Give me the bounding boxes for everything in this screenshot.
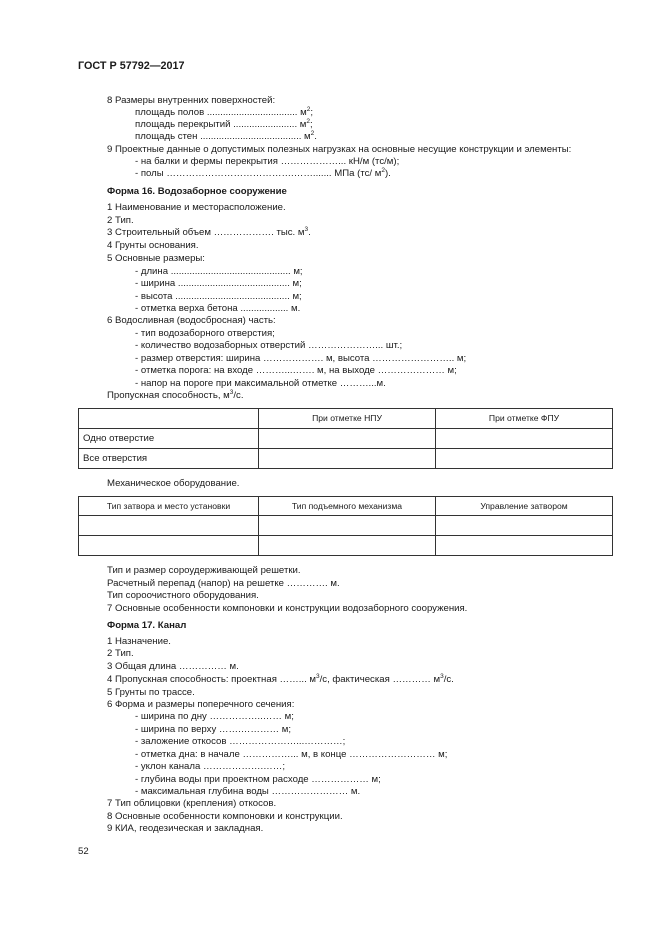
table-header-row bbox=[79, 409, 613, 429]
sec8-title: 8 Размеры внутренних поверхностей: bbox=[107, 95, 276, 106]
dim-height: - высота ........................................... м; bbox=[135, 291, 302, 302]
table-cell bbox=[259, 429, 436, 449]
table-row bbox=[79, 536, 613, 556]
table-row bbox=[79, 516, 613, 536]
standard-header: ГОСТ Р 57792—2017 bbox=[78, 60, 185, 72]
table-header-cell: Тип подъемного механизма bbox=[259, 497, 436, 516]
channel-gradient: - уклон канала ……………….……; bbox=[135, 761, 286, 772]
table-header-cell: Управление затвором bbox=[436, 497, 613, 516]
page-number: 52 bbox=[78, 846, 89, 857]
ceilings-area: площадь перекрытий ........................ $м^2$; bbox=[135, 118, 313, 130]
cleaning-equipment: Тип сороочистного оборудования. bbox=[107, 590, 259, 601]
form17-item-1: 1 Назначение. bbox=[107, 636, 171, 647]
bottom-mark: - отметка дна: в начале ……………... м, в конце ……………………… м; bbox=[135, 749, 448, 760]
walls-area: площадь стен ...................................... $м^2$. bbox=[135, 130, 317, 142]
table-cell bbox=[436, 449, 613, 469]
form17-item-8: 8 Основные особенности компоновки и конструкции. bbox=[107, 811, 343, 822]
form16-title: Форма 16. Водозаборное сооружение bbox=[107, 186, 287, 197]
openings-count: - количество водозаборных отверстий …………………... шт.; bbox=[135, 340, 403, 351]
table-header-cell: Тип затвора и место установки bbox=[79, 497, 259, 516]
grate-drop: Расчетный перепад (напор) на решетке …………. м. bbox=[107, 578, 340, 589]
table-row bbox=[79, 449, 613, 469]
table-cell bbox=[259, 536, 436, 556]
form16-item-5: 5 Основные размеры: bbox=[107, 253, 205, 264]
mech-label: Механическое оборудование. bbox=[107, 478, 240, 489]
form17-item-2: 2 Тип. bbox=[107, 648, 134, 659]
beams-load: - на балки и фермы перекрытия ………………... кН/м (тс/м); bbox=[135, 156, 400, 167]
form16-item-4: 4 Грунты основания. bbox=[107, 240, 199, 251]
top-width: - ширина по верху …….………… м; bbox=[135, 724, 292, 735]
table-cell bbox=[79, 536, 259, 556]
table-header-cell bbox=[79, 409, 259, 429]
bottom-width: - ширина по дну ……………..…… м; bbox=[135, 711, 294, 722]
sec9-title: 9 Проектные данные о допустимых полезных нагрузках на основные несущие конструкции и элементы: bbox=[107, 144, 572, 155]
form17-item-7: 7 Тип облицовки (крепления) откосов. bbox=[107, 798, 277, 809]
form17-title: Форма 17. Канал bbox=[107, 620, 187, 631]
opening-size: - размер отверстия: ширина ………………. м, высота …………………….. м; bbox=[135, 353, 467, 364]
floors-load: - полы ………………………………….……....... МПа (тс/ $м^2$). bbox=[135, 167, 391, 179]
table-cell bbox=[436, 536, 613, 556]
table-cell bbox=[436, 516, 613, 536]
depth-design: - глубина воды при проектном расходе ……………… м; bbox=[135, 774, 381, 785]
floors-area: площадь полов .................................. $м^2$; bbox=[135, 106, 314, 118]
slopes: - заложение откосов …………………...…………; bbox=[135, 736, 346, 747]
grate-type: Тип и размер сороудерживающей решетки. bbox=[107, 565, 301, 576]
form17-item-3: 3 Общая длина …………… м. bbox=[107, 661, 239, 672]
dim-width: - ширина .......................................... м; bbox=[135, 278, 302, 289]
capacity-label: Пропускная способность, $м^3/с$. bbox=[107, 389, 244, 401]
form16-item-2: 2 Тип. bbox=[107, 215, 134, 226]
dim-concrete-mark: - отметка верха бетона .................. м. bbox=[135, 303, 301, 314]
dim-length: - длина ............................................. м; bbox=[135, 266, 303, 277]
table-cell bbox=[259, 516, 436, 536]
capacity-table bbox=[78, 408, 613, 469]
table-header-cell: При отметке НПУ bbox=[259, 409, 436, 429]
table-cell: Все отверстия bbox=[79, 449, 259, 469]
form17-item-4: 4 Пропускная способность: проектная ……... $м^3/с$, фактическая ………… $м^3/с$. bbox=[107, 673, 454, 685]
table-cell bbox=[79, 516, 259, 536]
form16-item-6: 6 Водосливная (водосбросная) часть: bbox=[107, 315, 276, 326]
form16-item-7: 7 Основные особенности компоновки и конструкции водозаборного сооружения. bbox=[107, 603, 468, 614]
form16-item-3: 3 Строительный объем ………………. тыс. $м^3$. bbox=[107, 226, 311, 238]
intake-type: - тип водозаборного отверстия; bbox=[135, 328, 275, 339]
form17-item-5: 5 Грунты по трассе. bbox=[107, 687, 195, 698]
depth-max: - максимальная глубина воды …………………… м. bbox=[135, 786, 361, 797]
table-header-cell: При отметке ФПУ bbox=[436, 409, 613, 429]
form17-item-6: 6 Форма и размеры поперечного сечения: bbox=[107, 699, 295, 710]
table-header-row bbox=[79, 497, 613, 516]
form16-item-1: 1 Наименование и месторасположение. bbox=[107, 202, 286, 213]
table-cell bbox=[259, 449, 436, 469]
sill-mark: - отметка порога: на входе ………...……. м, на выходе ………………… м; bbox=[135, 365, 457, 376]
form17-item-9: 9 КИА, геодезическая и закладная. bbox=[107, 823, 264, 834]
table-cell bbox=[436, 429, 613, 449]
mechanical-table bbox=[78, 496, 613, 556]
table-cell: Одно отверстие bbox=[79, 429, 259, 449]
table-row bbox=[79, 429, 613, 449]
sill-head: - напор на пороге при максимальной отметке ………...м. bbox=[135, 378, 386, 389]
